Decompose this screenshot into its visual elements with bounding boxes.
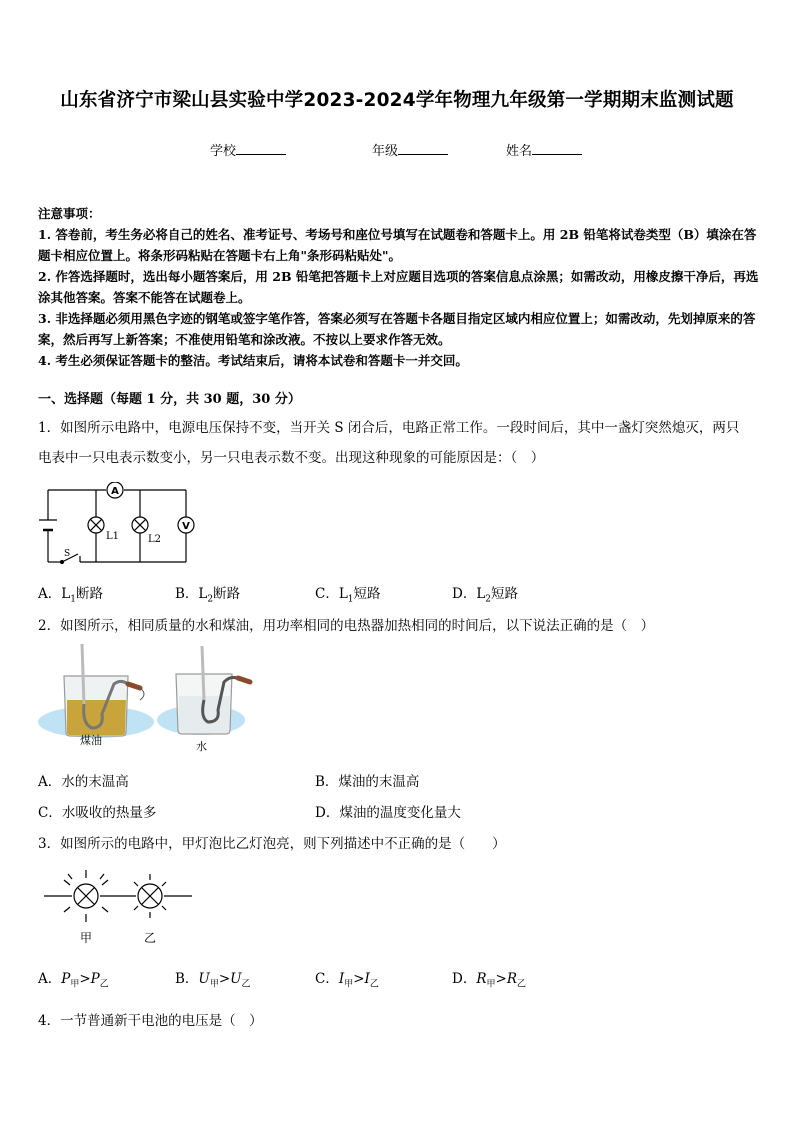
voltmeter-label: V xyxy=(182,521,190,532)
notes-heading: 注意事项： xyxy=(38,206,101,221)
notes-block xyxy=(38,203,760,371)
q2-option-c[interactable]: C．水吸收的热量多 xyxy=(38,805,157,821)
q2-option-b[interactable]: B．煤油的末温高 xyxy=(315,774,420,790)
q1-option-a[interactable]: A．$L_1$断路 xyxy=(38,586,103,605)
q1-option-d[interactable]: D．$L_2$短路 xyxy=(452,586,519,605)
section-heading: 一、选择题（每题 1 分，共 30 题，30 分） xyxy=(38,392,301,407)
q3-option-c[interactable]: C．$I_甲>I_乙$ xyxy=(315,971,379,990)
q3-option-b[interactable]: B．$U_甲>U_乙$ xyxy=(175,971,251,990)
grade-field xyxy=(372,140,448,159)
water-label: 水 xyxy=(196,740,207,753)
grade-label: 年级 xyxy=(372,144,399,159)
note-item: 3. 非选择题必须用黑色字迹的钢笔或签字笔作答，答案必须写在答题卡各题目指定区域内相应位置上；如需改动，先划掉原来的答案，然后再写上新答案；不准使用铅笔和涂改液。不按以上要求作答无效。 xyxy=(38,311,756,347)
q2-stem: 2．如图所示，相同质量的水和煤油，用功率相同的电热器加热相同的时间后，以下说法正确的是（ ） xyxy=(38,618,655,634)
q1-option-b[interactable]: B．$L_2$断路 xyxy=(175,586,241,605)
page-title: 山东省济宁市梁山县实验中学2023-2024学年物理九年级第一学期期末监测试题 xyxy=(60,90,734,111)
q4-stem: 4．一节普通新干电池的电压是（ ） xyxy=(38,1013,263,1029)
q1-stem-line1: 1．如图所示电路中，电源电压保持不变，当开关 S 闭合后，电路正常工作。一段时间后，其中一盏灯突然熄灭，两只 xyxy=(38,420,740,436)
name-blank xyxy=(532,142,582,155)
q3-option-a[interactable]: A．$P_甲>P_乙$ xyxy=(38,971,109,990)
q2-option-d[interactable]: D．煤油的温度变化量大 xyxy=(315,805,461,821)
name-field xyxy=(506,140,582,159)
school-blank xyxy=(236,142,286,155)
note-item: 4. 考生必须保证答题卡的整洁。考试结束后，请将本试卷和答题卡一并交回。 xyxy=(38,353,468,368)
school-field xyxy=(210,140,286,159)
q3-bulbs-figure xyxy=(40,866,200,948)
q3-option-d[interactable]: D．$R_甲>R_乙$ xyxy=(452,971,527,990)
q2-heating-figure xyxy=(36,644,256,756)
grade-blank xyxy=(398,142,448,155)
note-item: 1. 答卷前，考生务必将自己的姓名、准考证号、考场号和座位号填写在试题卷和答题卡上。用 2B 铅笔将试卷类型（B）填涂在答题卡相应位置上。将条形码粘贴在答题卡右上角"条形码粘贴处"。 xyxy=(38,227,757,263)
bulb-yi-label: 乙 xyxy=(144,931,157,945)
switch-label: S xyxy=(64,549,71,559)
note-item: 2. 作答选择题时，选出每小题答案后，用 2B 铅笔把答题卡上对应题目选项的答案信息点涂黑；如需改动，用橡皮擦干净后，再选涂其他答案。答案不能答在试题卷上。 xyxy=(38,269,759,305)
q1-circuit-figure xyxy=(36,482,206,568)
l1-label: L1 xyxy=(106,531,120,542)
name-label: 姓名 xyxy=(506,144,533,159)
l2-label: L2 xyxy=(148,534,162,545)
school-label: 学校 xyxy=(210,144,237,159)
q2-option-a[interactable]: A．水的末温高 xyxy=(38,774,129,790)
q1-stem-line2: 电表中一只电表示数变小，另一只电表示数不变。出现这种现象的可能原因是：（ ） xyxy=(38,450,545,466)
q1-option-c[interactable]: C．$L_1$短路 xyxy=(315,586,381,605)
q3-stem: 3．如图所示的电路中，甲灯泡比乙灯泡亮，则下列描述中不正确的是（ ） xyxy=(38,836,506,852)
bulb-jia-label: 甲 xyxy=(80,931,93,945)
kerosene-label: 煤油 xyxy=(80,734,102,747)
ammeter-label: A xyxy=(111,486,119,497)
